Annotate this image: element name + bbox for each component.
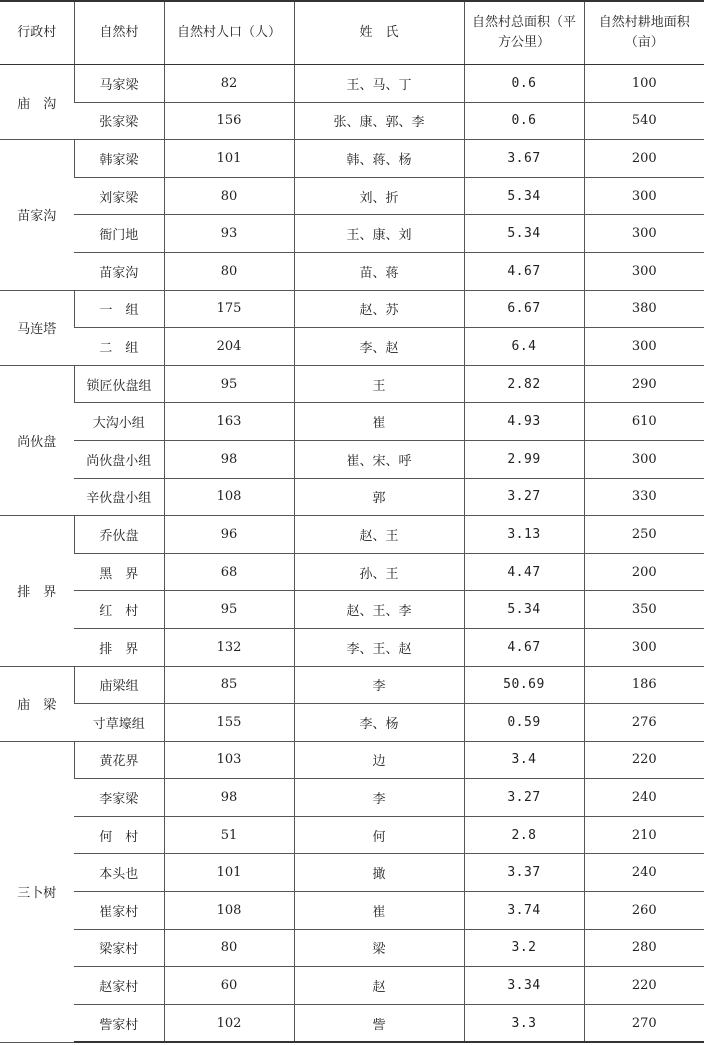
admin-village-cell: 三卜树: [0, 741, 74, 1042]
surnames-cell: 崔、宋、呼: [294, 440, 464, 478]
natural-village-cell: 马家梁: [74, 65, 164, 103]
surnames-cell: 郭: [294, 478, 464, 516]
farmland-cell: 280: [584, 929, 704, 967]
table-row: [0, 403, 704, 441]
natural-village-cell: 梁家村: [74, 929, 164, 967]
surnames-cell: 李: [294, 666, 464, 704]
surnames-cell: 何: [294, 816, 464, 854]
farmland-cell: 276: [584, 704, 704, 742]
admin-village-cell: 马连塔: [0, 290, 74, 365]
table-row: [0, 741, 704, 779]
natural-village-cell: 崔家村: [74, 892, 164, 930]
farmland-cell: 186: [584, 666, 704, 704]
natural-village-cell: 辛伙盘小组: [74, 478, 164, 516]
natural-village-cell: 苗家沟: [74, 252, 164, 290]
surnames-cell: 李、杨: [294, 704, 464, 742]
natural-village-cell: 刘家梁: [74, 177, 164, 215]
surnames-cell: 李: [294, 779, 464, 817]
table-row: [0, 252, 704, 290]
natural-village-cell: 李家梁: [74, 779, 164, 817]
table-row: [0, 440, 704, 478]
natural-village-cell: 张家梁: [74, 102, 164, 140]
area-cell: 5.34: [464, 177, 584, 215]
population-cell: 80: [164, 177, 294, 215]
population-cell: 204: [164, 328, 294, 366]
table-row: [0, 553, 704, 591]
farmland-cell: 300: [584, 215, 704, 253]
admin-village-cell: 尚伙盘: [0, 365, 74, 515]
area-cell: 4.67: [464, 252, 584, 290]
farmland-cell: 210: [584, 816, 704, 854]
natural-village-cell: 红 村: [74, 591, 164, 629]
population-cell: 101: [164, 854, 294, 892]
header-cell: 自然村总面积（平方公里）: [464, 1, 584, 65]
farmland-cell: 540: [584, 102, 704, 140]
natural-village-cell: 何 村: [74, 816, 164, 854]
admin-village-cell: 苗家沟: [0, 140, 74, 290]
farmland-cell: 240: [584, 854, 704, 892]
table-row: [0, 516, 704, 554]
table-row: [0, 365, 704, 403]
population-cell: 132: [164, 628, 294, 666]
population-cell: 175: [164, 290, 294, 328]
farmland-cell: 300: [584, 440, 704, 478]
table-row: [0, 102, 704, 140]
population-cell: 80: [164, 252, 294, 290]
surnames-cell: 赵、王: [294, 516, 464, 554]
area-cell: 4.47: [464, 553, 584, 591]
table-row: [0, 328, 704, 366]
natural-village-cell: 韩家梁: [74, 140, 164, 178]
surnames-cell: 赵、苏: [294, 290, 464, 328]
population-cell: 108: [164, 478, 294, 516]
natural-village-cell: 排 界: [74, 628, 164, 666]
farmland-cell: 290: [584, 365, 704, 403]
farmland-cell: 250: [584, 516, 704, 554]
population-cell: 155: [164, 704, 294, 742]
table-row: [0, 779, 704, 817]
farmland-cell: 300: [584, 328, 704, 366]
table-row: [0, 816, 704, 854]
table-row: [0, 628, 704, 666]
farmland-cell: 200: [584, 553, 704, 591]
area-cell: 3.37: [464, 854, 584, 892]
surnames-cell: 边: [294, 741, 464, 779]
area-cell: 3.4: [464, 741, 584, 779]
table-row: [0, 1004, 704, 1042]
table-row: [0, 929, 704, 967]
surnames-cell: 李、赵: [294, 328, 464, 366]
area-cell: 3.3: [464, 1004, 584, 1042]
table-body: [0, 65, 704, 1043]
natural-village-cell: 一 组: [74, 290, 164, 328]
admin-village-cell: 庙 梁: [0, 666, 74, 741]
population-cell: 68: [164, 553, 294, 591]
area-cell: 3.2: [464, 929, 584, 967]
surnames-cell: 撖: [294, 854, 464, 892]
population-cell: 102: [164, 1004, 294, 1042]
table-row: [0, 65, 704, 103]
population-cell: 108: [164, 892, 294, 930]
natural-village-cell: 二 组: [74, 328, 164, 366]
admin-village-cell: 排 界: [0, 516, 74, 666]
farmland-cell: 380: [584, 290, 704, 328]
farmland-cell: 100: [584, 65, 704, 103]
area-cell: 0.59: [464, 704, 584, 742]
natural-village-cell: 黑 界: [74, 553, 164, 591]
header-cell: 行政村: [0, 1, 74, 65]
surnames-cell: 刘、折: [294, 177, 464, 215]
table-row: [0, 704, 704, 742]
area-cell: 4.67: [464, 628, 584, 666]
surnames-cell: 韩、蒋、杨: [294, 140, 464, 178]
area-cell: 5.34: [464, 591, 584, 629]
table-row: [0, 591, 704, 629]
natural-village-cell: 乔伙盘: [74, 516, 164, 554]
area-cell: 2.82: [464, 365, 584, 403]
area-cell: 0.6: [464, 65, 584, 103]
area-cell: 3.27: [464, 779, 584, 817]
area-cell: 0.6: [464, 102, 584, 140]
surnames-cell: 崔: [294, 892, 464, 930]
surnames-cell: 李、王、赵: [294, 628, 464, 666]
surnames-cell: 苗、蒋: [294, 252, 464, 290]
table-row: [0, 177, 704, 215]
natural-village-cell: 锁匠伙盘组: [74, 365, 164, 403]
farmland-cell: 330: [584, 478, 704, 516]
table-row: [0, 967, 704, 1005]
natural-village-cell: 大沟小组: [74, 403, 164, 441]
header-cell: 自然村: [74, 1, 164, 65]
area-cell: 2.99: [464, 440, 584, 478]
natural-village-cell: 衙门地: [74, 215, 164, 253]
surnames-cell: 赵、王、李: [294, 591, 464, 629]
population-cell: 60: [164, 967, 294, 1005]
population-cell: 103: [164, 741, 294, 779]
natural-village-cell: 庙梁组: [74, 666, 164, 704]
farmland-cell: 350: [584, 591, 704, 629]
table-row: [0, 854, 704, 892]
population-cell: 98: [164, 779, 294, 817]
farmland-cell: 200: [584, 140, 704, 178]
area-cell: 2.8: [464, 816, 584, 854]
area-cell: 3.67: [464, 140, 584, 178]
population-cell: 80: [164, 929, 294, 967]
farmland-cell: 220: [584, 967, 704, 1005]
population-cell: 82: [164, 65, 294, 103]
farmland-cell: 300: [584, 628, 704, 666]
natural-village-cell: 訾家村: [74, 1004, 164, 1042]
area-cell: 6.67: [464, 290, 584, 328]
population-cell: 95: [164, 365, 294, 403]
header-row: [0, 1, 704, 65]
farmland-cell: 220: [584, 741, 704, 779]
surnames-cell: 孙、王: [294, 553, 464, 591]
natural-village-cell: 赵家村: [74, 967, 164, 1005]
farmland-cell: 610: [584, 403, 704, 441]
table-row: [0, 215, 704, 253]
population-cell: 156: [164, 102, 294, 140]
farmland-cell: 240: [584, 779, 704, 817]
population-cell: 51: [164, 816, 294, 854]
area-cell: 3.34: [464, 967, 584, 1005]
population-cell: 96: [164, 516, 294, 554]
natural-village-cell: 寸草壕组: [74, 704, 164, 742]
farmland-cell: 300: [584, 177, 704, 215]
surnames-cell: 王、马、丁: [294, 65, 464, 103]
population-cell: 95: [164, 591, 294, 629]
surnames-cell: 王、康、刘: [294, 215, 464, 253]
area-cell: 5.34: [464, 215, 584, 253]
area-cell: 3.13: [464, 516, 584, 554]
surnames-cell: 梁: [294, 929, 464, 967]
surnames-cell: 王: [294, 365, 464, 403]
area-cell: 50.69: [464, 666, 584, 704]
table-row: [0, 478, 704, 516]
population-cell: 98: [164, 440, 294, 478]
population-cell: 93: [164, 215, 294, 253]
farmland-cell: 260: [584, 892, 704, 930]
natural-village-cell: 尚伙盘小组: [74, 440, 164, 478]
table-row: [0, 892, 704, 930]
natural-village-cell: 本头也: [74, 854, 164, 892]
population-cell: 101: [164, 140, 294, 178]
farmland-cell: 300: [584, 252, 704, 290]
table-row: [0, 140, 704, 178]
header-cell: 自然村人口（人）: [164, 1, 294, 65]
surnames-cell: 訾: [294, 1004, 464, 1042]
area-cell: 4.93: [464, 403, 584, 441]
table-row: [0, 290, 704, 328]
admin-village-cell: 庙 沟: [0, 65, 74, 140]
surnames-cell: 赵: [294, 967, 464, 1005]
area-cell: 3.74: [464, 892, 584, 930]
surnames-cell: 张、康、郭、李: [294, 102, 464, 140]
farmland-cell: 270: [584, 1004, 704, 1042]
natural-village-cell: 黄花界: [74, 741, 164, 779]
surnames-cell: 崔: [294, 403, 464, 441]
area-cell: 6.4: [464, 328, 584, 366]
population-cell: 163: [164, 403, 294, 441]
area-cell: 3.27: [464, 478, 584, 516]
header-cell: 姓 氏: [294, 1, 464, 65]
table-row: [0, 666, 704, 704]
population-cell: 85: [164, 666, 294, 704]
header-cell: 自然村耕地面积（亩）: [584, 1, 704, 65]
